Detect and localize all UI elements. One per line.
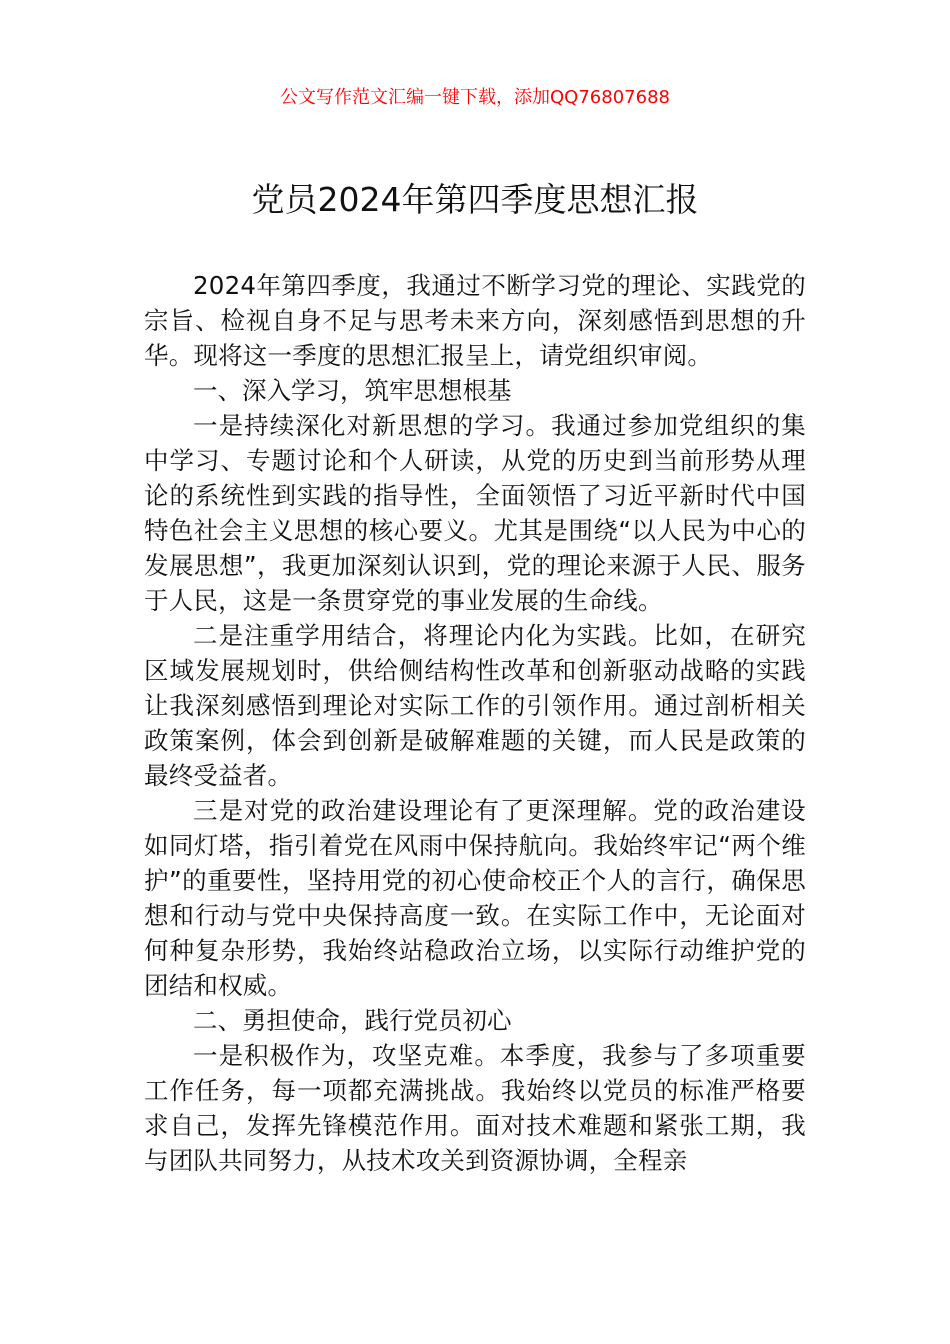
download-notice: 公文写作范文汇编一键下载，添加QQ76807688 xyxy=(280,87,670,108)
page-title: 党员2024年第四季度思想汇报 xyxy=(251,180,699,219)
body-paragraph: 一是持续深化对新思想的学习。我通过参加党组织的集中学习、专题讨论和个人研读，从党的历史到当前形势从理论的系统性到实践的指导性，全面领悟了习近平新时代中国特色社会主义思想的核心要义。尤其是围绕“以人民为中心的发展思想”，我更加深刻认识到，党的理论来源于人民、服务于人民，这是一条贯穿党的事业发展的生命线。 xyxy=(144,411,806,615)
intro-paragraph: 2024年第四季度，我通过不断学习党的理论、实践党的宗旨、检视自身不足与思考未来方向，深刻感悟到思想的升华。现将这一季度的思想汇报呈上，请党组织审阅。 xyxy=(144,271,806,370)
section-heading-1: 一、深入学习，筑牢思想根基 xyxy=(193,376,512,405)
body-paragraph: 二是注重学用结合，将理论内化为实践。比如，在研究区域发展规划时，供给侧结构性改革和创新驱动战略的实践让我深刻感悟到理论对实际工作的引领作用。通过剖析相关政策案例，体会到创新是破解难题的关键，而人民是政策的最终受益者。 xyxy=(144,621,806,790)
section-heading-2: 二、勇担使命，践行党员初心 xyxy=(193,1006,512,1035)
body-paragraph: 一是积极作为，攻坚克难。本季度，我参与了多项重要工作任务，每一项都充满挑战。我始终以党员的标准严格要求自己，发挥先锋模范作用。面对技术难题和紧张工期，我与团队共同努力，从技术攻关到资源协调，全程亲 xyxy=(144,1041,806,1175)
body-paragraph: 三是对党的政治建设理论有了更深理解。党的政治建设如同灯塔，指引着党在风雨中保持航向。我始终牢记“两个维护”的重要性，坚持用党的初心使命校正个人的言行，确保思想和行动与党中央保持高度一致。在实际工作中，无论面对何种复杂形势，我始终站稳政治立场，以实际行动维护党的团结和权威。 xyxy=(144,796,806,1000)
document-body xyxy=(144,268,806,1178)
